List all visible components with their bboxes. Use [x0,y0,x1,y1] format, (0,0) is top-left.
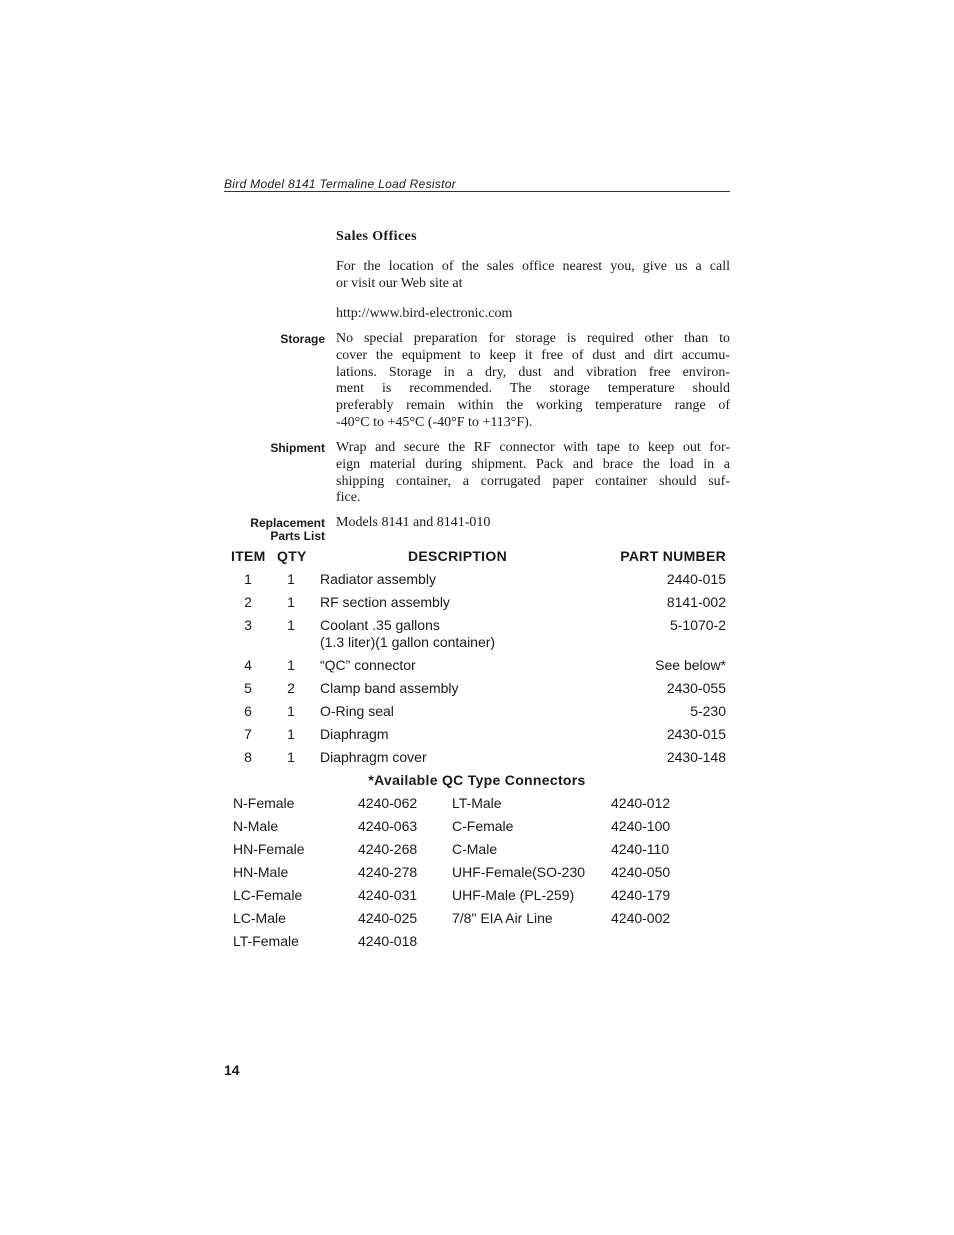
item-part-number: 2440-015 [666,571,726,587]
item-description: Clamp band assembly [320,680,459,696]
shipment-label: Shipment [270,441,325,455]
item-number: 7 [244,726,252,742]
item-description [320,617,620,651]
connector-part-number: 4240-031 [358,887,418,903]
replacement-parts-label [250,517,325,543]
connector-name: UHF-Male (PL-259) [452,887,575,903]
connector-part-number: 4240-002 [611,910,671,926]
connector-name: LC-Female [233,887,303,903]
item-number: 5 [244,680,252,696]
header-description: DESCRIPTION [408,548,507,564]
item-part-number: 2430-015 [666,726,726,742]
item-part-number: See below* [655,657,726,673]
item-qty: 2 [287,680,295,696]
connector-part-number: 4240-100 [611,818,671,834]
shipment-text [336,440,730,507]
item-number: 4 [244,657,252,673]
item-description: Radiator assembly [320,571,436,587]
item-description: Diaphragm cover [320,749,427,765]
item-qty: 1 [287,617,295,633]
item-qty: 1 [287,703,295,719]
connector-name: 7/8" EIA Air Line [452,910,553,926]
shipment-line: eign material during shipment. Pack and brace the load in a [336,456,730,472]
item-part-number: 2430-148 [666,749,726,765]
connector-part-number: 4240-268 [358,841,418,857]
connector-name: UHF-Female(SO-230 [452,864,586,880]
running-header: Bird Model 8141 Termaline Load Resistor [224,177,457,191]
qc-connectors-title: *Available QC Type Connectors [368,772,586,788]
item-description-line-2: (1.3 liter)(1 gallon container) [320,634,496,650]
shipment-line: fice. [336,490,361,506]
connector-part-number: 4240-025 [358,910,418,926]
sales-url: http://www.bird-electronic.com [336,306,513,321]
item-number: 3 [244,617,252,633]
item-part-number: 5-1070-2 [669,617,726,633]
sales-offices-title: Sales Offices [336,229,418,244]
item-description: Diaphragm [320,726,389,742]
sales-line-1: For the location of the sales office nearest you, give us a call [336,259,730,274]
connector-name: LT-Female [233,933,299,949]
connector-part-number: 4240-062 [358,795,418,811]
replacement-label-line-1: Replacement [250,516,325,530]
storage-line: lations. Storage in a dry, dust and vibration free environ- [336,364,730,380]
connector-name: LT-Male [452,795,502,811]
sales-line-2: or visit our Web site at [336,275,463,291]
shipment-line: Wrap and secure the RF connector with tape to keep out for- [336,440,730,455]
connector-part-number: 4240-050 [611,864,671,880]
item-part-number: 8141-002 [666,594,726,610]
header-item: ITEM [231,548,266,564]
replacement-models: Models 8141 and 8141-010 [336,515,491,530]
item-number: 2 [244,594,252,610]
connector-name: C-Female [452,818,514,834]
page-number: 14 [224,1062,240,1078]
item-description: RF section assembly [320,594,450,610]
connector-name: C-Male [452,841,498,857]
connector-name: N-Female [233,795,295,811]
item-qty: 1 [287,594,295,610]
storage-label: Storage [280,332,325,346]
sales-offices-text [336,259,730,293]
shipment-line: shipping container, a corrugated paper container should suf- [336,473,730,489]
connector-part-number: 4240-063 [358,818,418,834]
replacement-label-line-2: Parts List [270,529,325,543]
connector-part-number: 4240-278 [358,864,418,880]
storage-line: -40°C to +45°C (-40°F to +113°F). [336,414,533,430]
storage-text [336,331,730,432]
item-qty: 1 [287,657,295,673]
item-number: 6 [244,703,252,719]
storage-line: preferably remain within the working temperature range of [336,398,730,414]
item-qty: 1 [287,749,295,765]
connector-name: HN-Male [233,864,289,880]
header-rule [224,191,730,192]
item-part-number: 2430-055 [666,680,726,696]
storage-line: No special preparation for storage is required other than to [336,331,730,346]
header-part-number: PART NUMBER [620,548,726,564]
item-qty: 1 [287,571,295,587]
connector-name: HN-Female [233,841,305,857]
connector-name: N-Male [233,818,279,834]
connector-part-number: 4240-110 [611,841,670,857]
storage-line: cover the equipment to keep it free of dust and dirt accumu- [336,347,730,363]
item-description-line-1: Coolant .35 gallons [320,617,440,633]
storage-line: ment is recommended. The storage temperature should [336,381,730,397]
connector-part-number: 4240-179 [611,887,671,903]
item-description: O-Ring seal [320,703,394,719]
item-number: 8 [244,749,252,765]
item-part-number: 5-230 [690,703,726,719]
item-description: “QC” connector [320,657,416,673]
item-number: 1 [244,571,252,587]
connector-part-number: 4240-012 [611,795,671,811]
header-qty: QTY [277,548,307,564]
connector-name: LC-Male [233,910,286,926]
item-qty: 1 [287,726,295,742]
connector-part-number: 4240-018 [358,933,418,949]
